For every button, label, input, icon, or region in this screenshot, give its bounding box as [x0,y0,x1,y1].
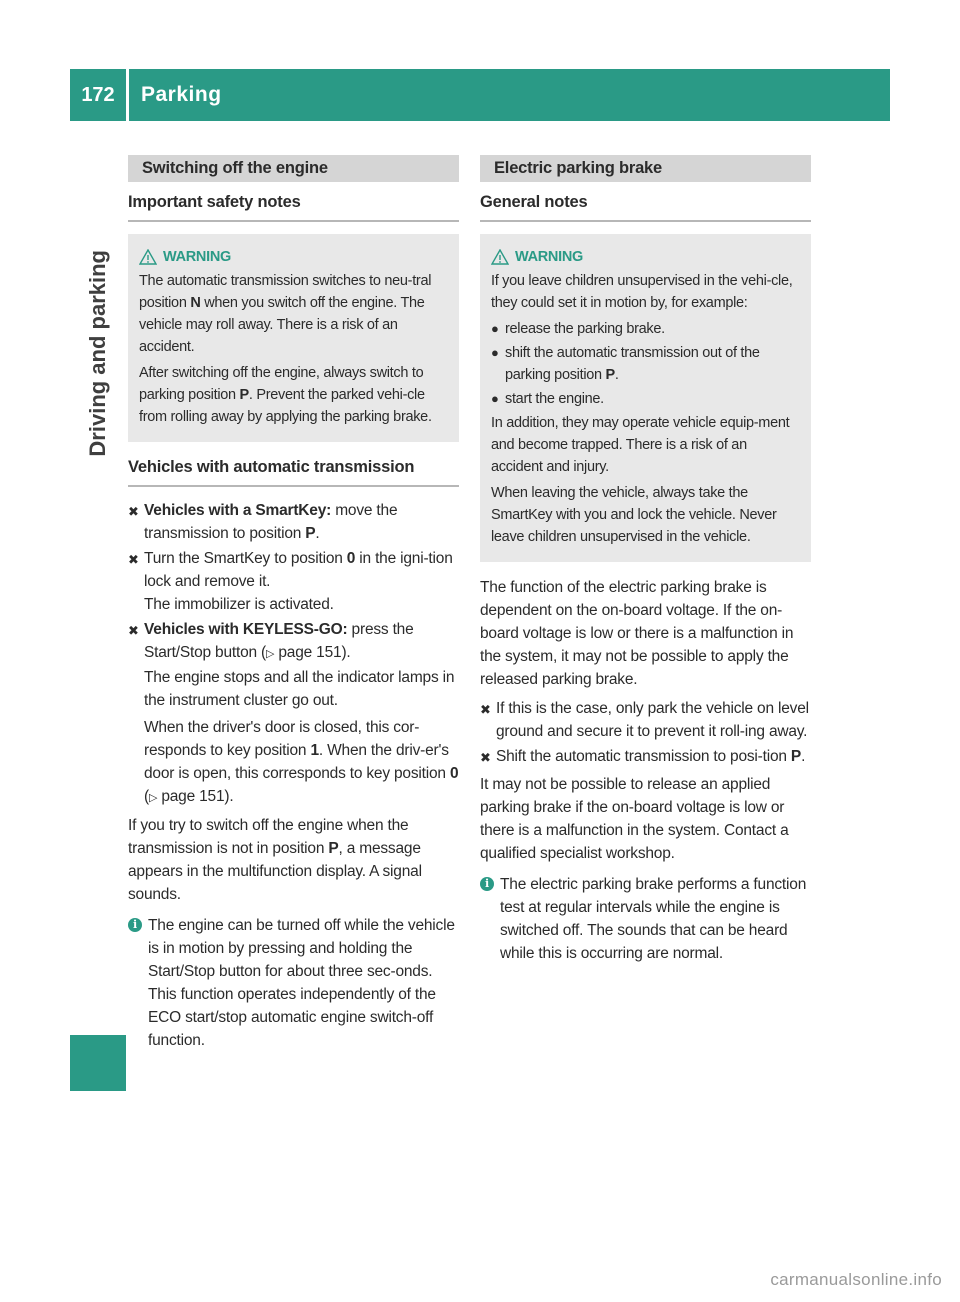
info-icon: i [480,877,494,891]
warning-label: WARNING [163,249,231,265]
subheading-safety-notes: Important safety notes [128,191,459,222]
left-column [128,155,459,1052]
warning-triangle-icon [491,249,509,265]
step-result: The immobilizer is activated. [144,596,334,613]
step-arrow-icon: ✖ [128,504,139,519]
warning-bullet: ● release the parking brake. [491,318,801,340]
body-paragraph: The function of the electric parking brake is dependent on the on-board voltage. If the on-board voltage is low or there is a malfunction in the system, it may not be possible to apply the released parking brake. [480,579,794,688]
instruction-step: ✖ Vehicles with KEYLESS-GO: press the Start/Stop button (▷ page 151). The engine stops and all the indicator lamps in the instrument cluster go out. When the driver's door is closed, this cor-responds to key position 1. When the driv-er's door is open, this corresponds to key position 0 (▷ page 151). [128,618,459,810]
warning-label: WARNING [515,249,583,265]
step-arrow-icon: ✖ [128,552,139,567]
body-paragraph: If you try to switch off the engine when the transmission is not in position P, a message appears in the multifunction display. A signal sounds. [128,817,422,903]
bullet-icon: ● [491,321,499,336]
warning-paragraph: If you leave children unsupervised in the vehi-cle, they could set it in motion by, for example: [491,273,793,311]
warning-paragraph: When leaving the vehicle, always take the SmartKey with you and lock the vehicle. Never leave children unsupervised in the vehicle. [491,485,777,545]
warning-triangle-icon [139,249,157,265]
page-ref-triangle-icon: ▷ [266,648,275,660]
step-arrow-icon: ✖ [480,702,491,717]
warning-paragraph: The automatic transmission switches to neu-tral position N when you switch off the engine. The vehicle may roll away. There is a risk of an accident. [139,273,432,355]
page-number: 172 [81,83,115,106]
watermark: carmanualsonline.info [770,1270,942,1289]
warning-bullet: ● shift the automatic transmission out of the parking position P. [491,342,801,386]
warning-paragraph: In addition, they may operate vehicle equip-ment and become trapped. There is a risk of an accident and injury. [491,415,790,475]
page-title: Parking [141,83,222,106]
side-chapter-tab [70,1035,126,1091]
step-arrow-icon: ✖ [480,750,491,765]
step-arrow-icon: ✖ [128,623,139,638]
warning-header [139,246,449,268]
info-note: i The engine can be turned off while the vehicle is in motion by pressing and holding the Start/Stop button for about three sec-onds. This function operates independently of the ECO start/stop automatic engine switch-off function. [128,914,459,1052]
warning-box [128,234,459,442]
right-column [480,155,811,965]
side-chapter-text: Driving and parking [85,250,110,457]
instruction-step: ✖ If this is the case, only park the vehicle on level ground and secure it to prevent it roll-ing away. [480,697,811,743]
subheading-general-notes: General notes [480,191,811,222]
section-title-switching-off: Switching off the engine [128,155,459,182]
body-paragraph: It may not be possible to release an applied parking brake if the on-board voltage is low or there is a malfunction in the system. Contact a qualified specialist workshop. [480,776,789,862]
page-reference-link[interactable]: page 151 [278,644,342,661]
subheading-automatic-transmission: Vehicles with automatic transmission [128,456,459,487]
info-icon: i [128,918,142,932]
bullet-icon: ● [491,345,499,360]
info-note: i The electric parking brake performs a function test at regular intervals while the engine is switched off. The sounds that can be heard while this is occurring are normal. [480,873,811,965]
page-ref-triangle-icon: ▷ [148,792,158,804]
instruction-step: ✖ Vehicles with a SmartKey: move the transmission to position P. [128,499,459,545]
header-divider [126,69,129,121]
bullet-icon: ● [491,391,499,406]
step-result: The engine stops and all the indicator lamps in the instrument cluster go out. [144,669,455,709]
warning-box [480,234,811,562]
warning-header [491,246,801,268]
instruction-step: ✖ Shift the automatic transmission to posi-tion P. [480,745,811,769]
page-reference-link[interactable]: page 151 [161,788,225,805]
instruction-step: ✖ Turn the SmartKey to position 0 in the igni-tion lock and remove it. The immobilizer is activated. [128,547,459,616]
warning-paragraph: After switching off the engine, always switch to parking position P. Prevent the parked vehi-cle from rolling away by applying the parking brake. [139,365,432,425]
warning-bullet: ● start the engine. [491,388,801,410]
section-title-parking-brake: Electric parking brake [480,155,811,182]
